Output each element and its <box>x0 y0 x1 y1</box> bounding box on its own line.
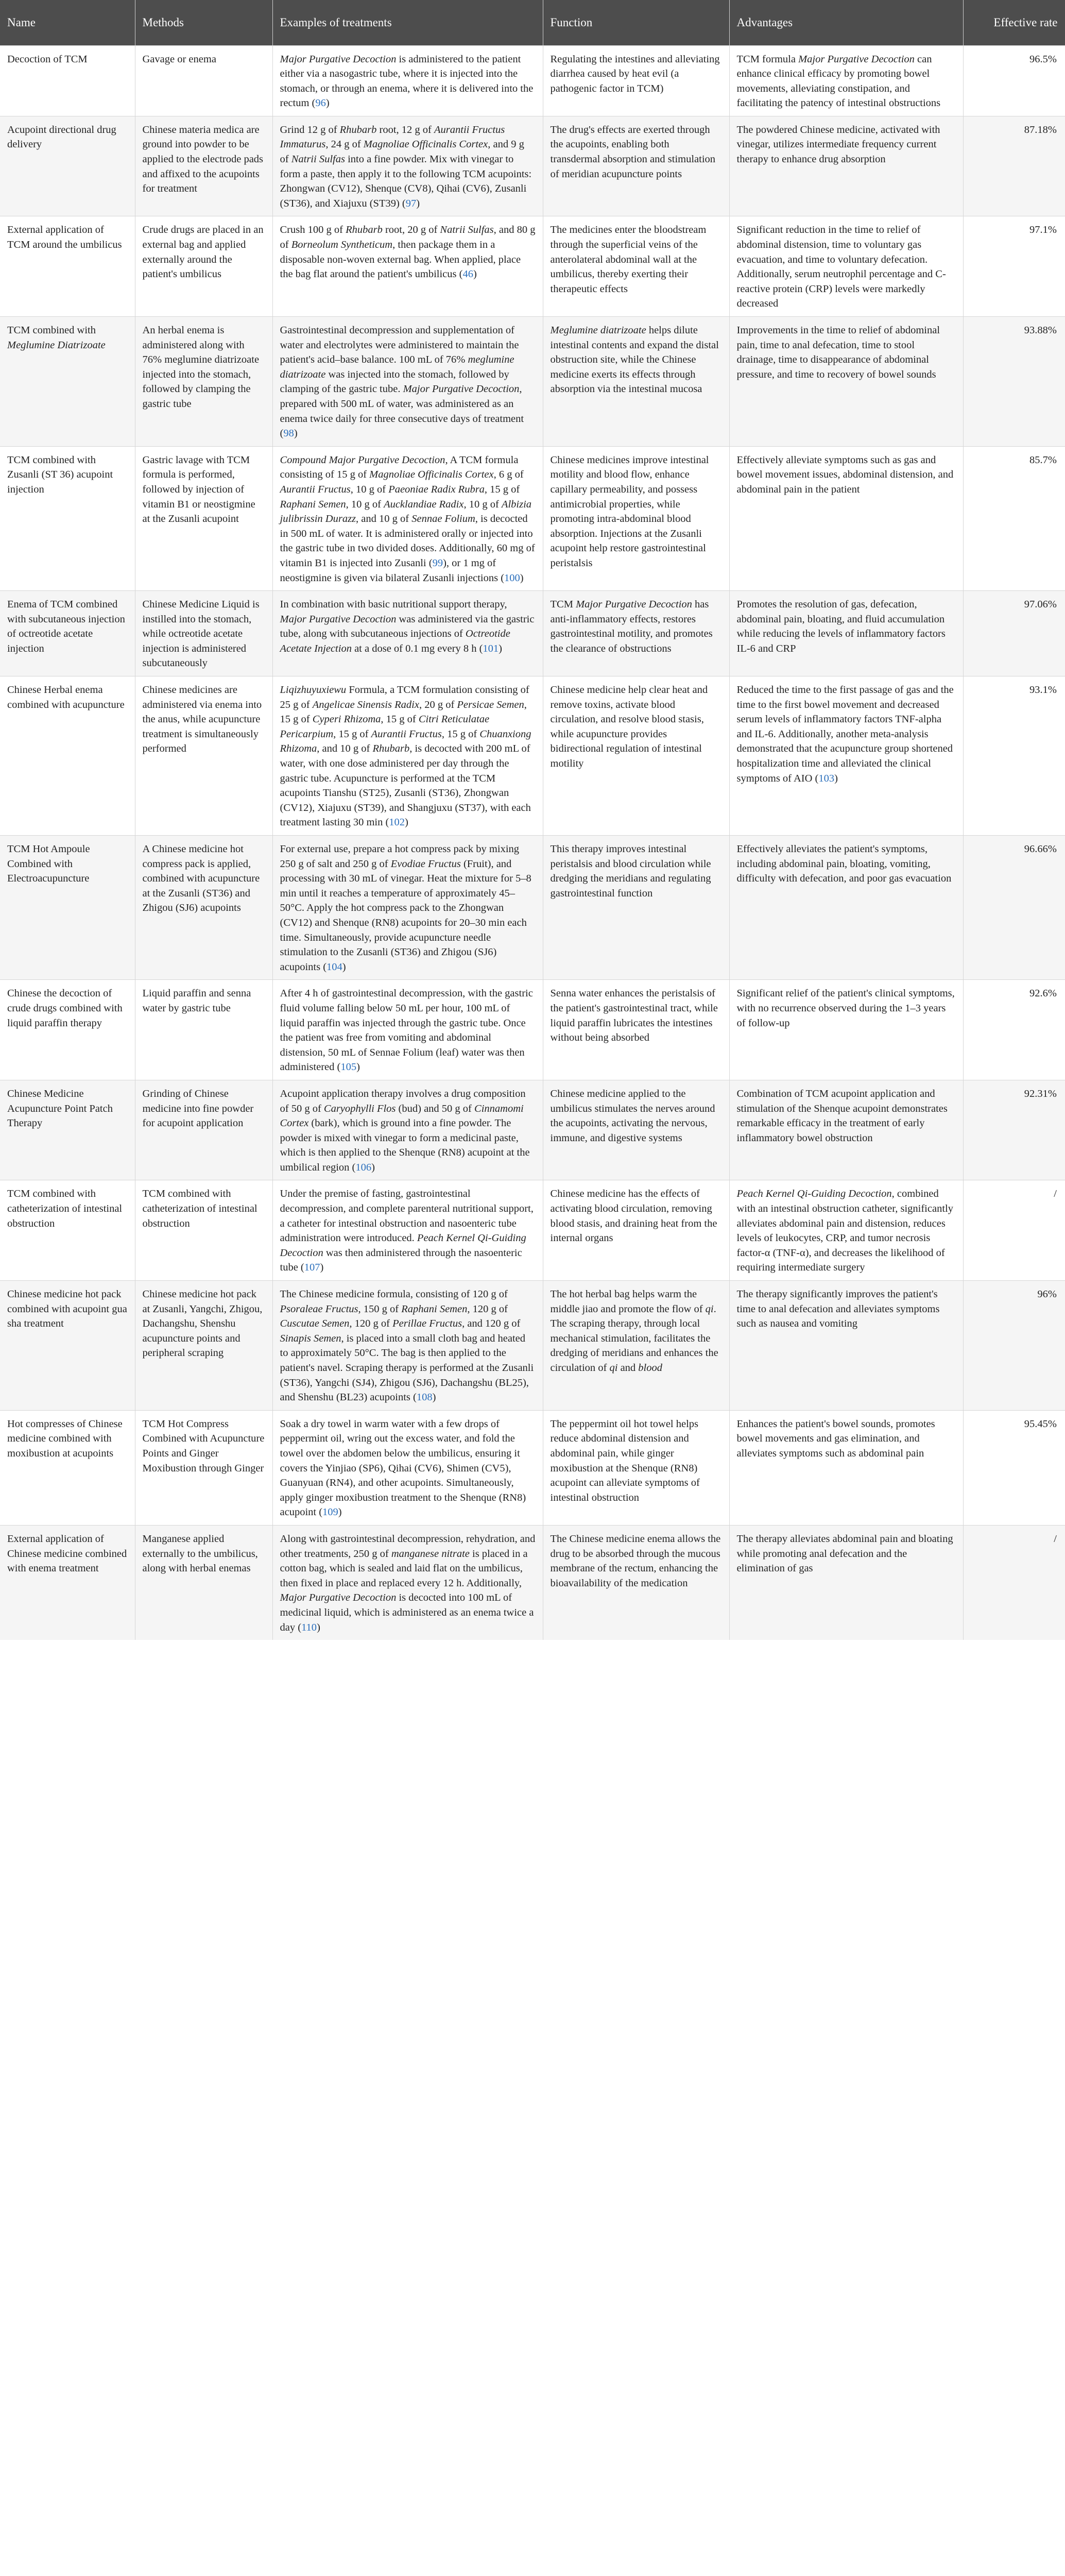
table-row <box>0 216 1065 317</box>
cell-examples: Gastrointestinal decompression and supplementation of water and electrolytes were administered to maintain the patient's acid–base balance. 100 mL of 76% meglumine diatrizoate was injected into the stomach, followed by clamping of the gastric tube. Major Purgative Decoction, prepared with 500 mL of water, was administered as an enema twice daily for three consecutive days of treatment (98) <box>272 317 543 447</box>
reference-link[interactable]: 103 <box>818 772 835 784</box>
cell-advantages: Peach Kernel Qi-Guiding Decoction, combined with an intestinal obstruction catheter, significantly alleviates abdominal pain and distension, reduces levels of leukocytes, CRP, and tumor necrosis factor-α (TNF-α), and decreases the likelihood of requiring intermediate surgery <box>729 1180 963 1281</box>
header-examples: Examples of treatments <box>272 0 543 45</box>
cell-name: Chinese Medicine Acupuncture Point Patch Therapy <box>0 1080 135 1180</box>
cell-name: Acupoint directional drug delivery <box>0 116 135 216</box>
cell-function: Chinese medicine applied to the umbilicus stimulates the nerves around the acupoints, activating the nervous, immune, and digestive systems <box>543 1080 729 1180</box>
reference-link[interactable]: 46 <box>462 268 473 280</box>
cell-advantages: Combination of TCM acupoint application and stimulation of the Shenque acupoint demonstrates remarkable efficacy in the treatment of early inflammatory bowel obstruction <box>729 1080 963 1180</box>
table-row <box>0 1281 1065 1411</box>
cell-examples: Crush 100 g of Rhubarb root, 20 g of Natrii Sulfas, and 80 g of Borneolum Syntheticum, then package them in a disposable non-woven external bag. When applied, place the bag flat around the patient's umbilicus (46) <box>272 216 543 317</box>
cell-name: External application of TCM around the umbilicus <box>0 216 135 317</box>
cell-name: Chinese Herbal enema combined with acupuncture <box>0 676 135 836</box>
cell-effective-rate: 96.5% <box>963 45 1065 116</box>
cell-advantages: Reduced the time to the first passage of gas and the time to the first bowel movement and decreased serum levels of inflammatory factors TNF-alpha and IL-6. Additionally, another meta-analysis demonstrated that the acupuncture group shortened hospitalization time and alleviated the clinical symptoms of AIO (103) <box>729 676 963 836</box>
cell-examples: Under the premise of fasting, gastrointestinal decompression, and complete parenteral nutritional support, a catheter for intestinal obstruction and nasoenteric tube administration were introduced. Peach Kernel Qi-Guiding Decoction was then administered through the nasoenteric tube (107) <box>272 1180 543 1281</box>
reference-link[interactable]: 106 <box>355 1161 372 1173</box>
cell-function: Chinese medicines improve intestinal motility and blood flow, enhance capillary permeability, and possess antimicrobial properties, while promoting intra-abdominal blood absorption. Injections at the Zusanli acupoint help restore gastrointestinal peristalsis <box>543 446 729 590</box>
reference-link[interactable]: 104 <box>327 961 342 973</box>
cell-methods: Crude drugs are placed in an external bag and applied externally around the patient's umbilicus <box>135 216 272 317</box>
reference-link[interactable]: 96 <box>315 97 326 109</box>
cell-methods: Chinese medicines are administered via enema into the anus, while acupuncture treatment is simultaneously performed <box>135 676 272 836</box>
cell-advantages: The powdered Chinese medicine, activated with vinegar, utilizes intermediate frequency current therapy to enhance drug absorption <box>729 116 963 216</box>
cell-function: Senna water enhances the peristalsis of the patient's gastrointestinal tract, while liquid paraffin lubricates the intestines without being absorbed <box>543 980 729 1080</box>
cell-function: The hot herbal bag helps warm the middle jiao and promote the flow of qi. The scraping therapy, through local mechanical stimulation, facilitates the dredging of meridians and enhances the circulation of qi and blood <box>543 1281 729 1411</box>
cell-examples: Acupoint application therapy involves a drug composition of 50 g of Caryophylli Flos (bud) and 50 g of Cinnamomi Cortex (bark), which is ground into a fine powder. The powder is mixed with vinegar to form a medicinal paste, which is then applied to the Shenque (RN8) acupoint at the umbilical region (106) <box>272 1080 543 1180</box>
cell-examples: Compound Major Purgative Decoction, A TCM formula consisting of 15 g of Magnoliae Officinalis Cortex, 6 g of Aurantii Fructus, 10 g of Paeoniae Radix Rubra, 15 g of Raphani Semen, 10 g of Aucklandiae Radix, 10 g of Albizia julibrissin Durazz, and 10 g of Sennae Folium, is decocted in 500 mL of water. It is administered orally or injected into the gastric tube in two divided doses. Additionally, 60 mg of vitamin B1 is injected into Zusanli (99), or 1 mg of neostigmine is given via bilateral Zusanli injections (100) <box>272 446 543 590</box>
table-row <box>0 836 1065 980</box>
cell-effective-rate: 93.88% <box>963 317 1065 447</box>
cell-name: Decoction of TCM <box>0 45 135 116</box>
cell-advantages: Effectively alleviate symptoms such as gas and bowel movement issues, abdominal distension, and abdominal pain in the patient <box>729 446 963 590</box>
cell-advantages: The therapy significantly improves the patient's time to anal defecation and alleviates symptoms such as nausea and vomiting <box>729 1281 963 1411</box>
cell-effective-rate: 92.6% <box>963 980 1065 1080</box>
cell-name: TCM combined with catheterization of intestinal obstruction <box>0 1180 135 1281</box>
cell-methods: TCM combined with catheterization of intestinal obstruction <box>135 1180 272 1281</box>
reference-link[interactable]: 99 <box>432 557 443 569</box>
cell-effective-rate: 96% <box>963 1281 1065 1411</box>
cell-name: Chinese medicine hot pack combined with acupoint gua sha treatment <box>0 1281 135 1411</box>
cell-examples: For external use, prepare a hot compress pack by mixing 250 g of salt and 250 g of Evodiae Fructus (Fruit), and processing with 30 mL of vinegar. Heat the mixture for 5–8 min until it reaches a temperature of approximately 45–50°C. Apply the hot compress pack to the Zhongwan (CV12) and Shenque (RN8) acupoints for 20–30 min each time. Simultaneously, provide acupuncture needle stimulation to the Zusanli (ST36) and Zhigou (SJ6) acupoints (104) <box>272 836 543 980</box>
cell-effective-rate: 95.45% <box>963 1410 1065 1525</box>
cell-name: TCM combined with Meglumine Diatrizoate <box>0 317 135 447</box>
header-methods: Methods <box>135 0 272 45</box>
cell-methods: Liquid paraffin and senna water by gastric tube <box>135 980 272 1080</box>
cell-function: Chinese medicine has the effects of activating blood circulation, removing blood stasis, and draining heat from the internal organs <box>543 1180 729 1281</box>
cell-examples: Major Purgative Decoction is administered to the patient either via a nasogastric tube, where it is injected into the stomach, or through an enema, where it is delivered into the rectum (96) <box>272 45 543 116</box>
cell-methods: A Chinese medicine hot compress pack is applied, combined with acupuncture at the Zusanli (ST36) and Zhigou (SJ6) acupoints <box>135 836 272 980</box>
cell-function: TCM Major Purgative Decoction has anti-inflammatory effects, restores gastrointestinal motility, and promotes the clearance of obstructions <box>543 591 729 676</box>
cell-name: Chinese the decoction of crude drugs combined with liquid paraffin therapy <box>0 980 135 1080</box>
cell-examples: Along with gastrointestinal decompression, rehydration, and other treatments, 250 g of manganese nitrate is placed in a cotton bag, which is sealed and laid flat on the umbilicus, then fixed in place and replaced every 12 h. Additionally, Major Purgative Decoction is decocted into 100 mL of medicinal liquid, which is administered as an enema twice a day (110) <box>272 1525 543 1640</box>
cell-advantages: Significant relief of the patient's clinical symptoms, with no recurrence observed during the 1–3 years of follow-up <box>729 980 963 1080</box>
header-function: Function <box>543 0 729 45</box>
reference-link[interactable]: 101 <box>483 642 499 654</box>
cell-examples: After 4 h of gastrointestinal decompression, with the gastric fluid volume falling below 50 mL per hour, 100 mL of liquid paraffin was injected through the gastric tube. Once the patient was free from vomiting and abdominal distension, 50 mL of Sennae Folium (leaf) water was then administered (105) <box>272 980 543 1080</box>
cell-effective-rate: 97.1% <box>963 216 1065 317</box>
cell-function: The peppermint oil hot towel helps reduce abdominal distension and abdominal pain, while ginger moxibustion at the Shenque (RN8) acupoint can alleviate symptoms of intestinal obstruction <box>543 1410 729 1525</box>
cell-advantages: TCM formula Major Purgative Decoction can enhance clinical efficacy by promoting bowel movements, alleviating constipation, and facilitating the patency of intestinal obstructions <box>729 45 963 116</box>
cell-effective-rate: / <box>963 1180 1065 1281</box>
table-row <box>0 446 1065 590</box>
cell-methods: Chinese medicine hot pack at Zusanli, Yangchi, Zhigou, Dachangshu, Shenshu acupuncture points and peripheral scraping <box>135 1281 272 1411</box>
cell-advantages: The therapy alleviates abdominal pain and bloating while promoting anal defecation and the elimination of gas <box>729 1525 963 1640</box>
cell-function: The medicines enter the bloodstream through the superficial veins of the anterolateral abdominal wall at the umbilicus, thereby exerting their therapeutic effects <box>543 216 729 317</box>
table-row <box>0 1410 1065 1525</box>
cell-function: Meglumine diatrizoate helps dilute intestinal contents and expand the distal obstruction site, while the Chinese medicine exerts its effects through absorption via the intestinal mucosa <box>543 317 729 447</box>
cell-name: External application of Chinese medicine combined with enema treatment <box>0 1525 135 1640</box>
cell-examples: Liqizhuyuxiewu Formula, a TCM formulation consisting of 25 g of Angelicae Sinensis Radix, 20 g of Persicae Semen, 15 g of Cyperi Rhizoma, 15 g of Citri Reticulatae Pericarpium, 15 g of Aurantii Fructus, 15 g of Chuanxiong Rhizoma, and 10 g of Rhubarb, is decocted with 200 mL of water, with one dose administered per day through the gastric tube. Acupuncture is performed at the TCM acupoints Tianshu (ST25), Zusanli (ST36), Zhongwan (CV12), Xiajuxu (ST39), and Shangjuxu (ST37), with each treatment lasting 30 min (102) <box>272 676 543 836</box>
table-row <box>0 676 1065 836</box>
table-row <box>0 1080 1065 1180</box>
table-row <box>0 1525 1065 1640</box>
cell-name: TCM Hot Ampoule Combined with Electroacupuncture <box>0 836 135 980</box>
header-advantages: Advantages <box>729 0 963 45</box>
cell-function: Regulating the intestines and alleviating diarrhea caused by heat evil (a pathogenic factor in TCM) <box>543 45 729 116</box>
cell-methods: Gavage or enema <box>135 45 272 116</box>
cell-name: Hot compresses of Chinese medicine combined with moxibustion at acupoints <box>0 1410 135 1525</box>
cell-name: TCM combined with Zusanli (ST 36) acupoint injection <box>0 446 135 590</box>
cell-advantages: Promotes the resolution of gas, defecation, abdominal pain, bloating, and fluid accumulation while reducing the levels of inflammatory factors IL-6 and CRP <box>729 591 963 676</box>
table-row <box>0 116 1065 216</box>
cell-function: The drug's effects are exerted through the acupoints, enabling both transdermal absorption and stimulation of meridian acupuncture points <box>543 116 729 216</box>
cell-effective-rate: / <box>963 1525 1065 1640</box>
cell-methods: Chinese materia medica are ground into powder to be applied to the electrode pads and affixed to the acupoints for treatment <box>135 116 272 216</box>
cell-examples: Soak a dry towel in warm water with a few drops of peppermint oil, wring out the excess water, and fold the towel over the abdomen below the umbilicus, ensuring it covers the Yinjiao (SP6), Qihai (CV6), Shimen (CV5), Guanyuan (RN4), and other acupoints. Simultaneously, apply ginger moxibustion treatment to the Shenque (RN8) acupoint (109) <box>272 1410 543 1525</box>
reference-link[interactable]: 105 <box>340 1061 357 1073</box>
cell-advantages: Significant reduction in the time to relief of abdominal distension, time to voluntary gas evacuation, and time to voluntary defecation. Additionally, serum neutrophil percentage and C-reactive protein (CRP) levels were markedly decreased <box>729 216 963 317</box>
reference-link[interactable]: 102 <box>389 817 405 828</box>
table-row <box>0 1180 1065 1281</box>
reference-link[interactable]: 98 <box>283 428 294 439</box>
reference-link[interactable]: 110 <box>301 1621 317 1633</box>
cell-function: The Chinese medicine enema allows the drug to be absorbed through the mucous membrane of the rectum, enhancing the bioavailability of the medication <box>543 1525 729 1640</box>
cell-examples: Grind 12 g of Rhubarb root, 12 g of Aurantii Fructus Immaturus, 24 g of Magnoliae Officinalis Cortex, and 9 g of Natrii Sulfas into a fine powder. Mix with vinegar to form a paste, then apply it to the following TCM acupoints: Zhongwan (CV12), Shenque (CV8), Qihai (CV6), Zusanli (ST36), and Xiajuxu (ST39) (97) <box>272 116 543 216</box>
cell-effective-rate: 85.7% <box>963 446 1065 590</box>
table-row <box>0 591 1065 676</box>
reference-link[interactable]: 107 <box>304 1262 320 1274</box>
cell-function: This therapy improves intestinal peristalsis and blood circulation while dredging the meridians and regulating gastrointestinal function <box>543 836 729 980</box>
cell-advantages: Effectively alleviates the patient's symptoms, including abdominal pain, bloating, vomiting, difficulty with defecation, and poor gas evacuation <box>729 836 963 980</box>
cell-function: Chinese medicine help clear heat and remove toxins, activate blood circulation, and resolve blood stasis, while acupuncture provides bidirectional regulation of intestinal motility <box>543 676 729 836</box>
cell-advantages: Improvements in the time to relief of abdominal pain, time to anal defecation, time to stool drainage, time to disappearance of abdominal pressure, and time to recovery of bowel sounds <box>729 317 963 447</box>
cell-effective-rate: 97.06% <box>963 591 1065 676</box>
cell-methods: TCM Hot Compress Combined with Acupuncture Points and Ginger Moxibustion through Ginger <box>135 1410 272 1525</box>
cell-methods: Grinding of Chinese medicine into fine powder for acupoint application <box>135 1080 272 1180</box>
reference-link[interactable]: 108 <box>416 1392 433 1403</box>
header-name: Name <box>0 0 135 45</box>
cell-effective-rate: 87.18% <box>963 116 1065 216</box>
cell-methods: Gastric lavage with TCM formula is performed, followed by injection of vitamin B1 or neostigmine at the Zusanli acupoint <box>135 446 272 590</box>
cell-methods: An herbal enema is administered along with 76% meglumine diatrizoate injected into the stomach, followed by clamping the gastric tube <box>135 317 272 447</box>
reference-link[interactable]: 97 <box>405 197 417 209</box>
cell-examples: The Chinese medicine formula, consisting of 120 g of Psoraleae Fructus, 150 g of Raphani Semen, 120 g of Cuscutae Semen, 120 g of Perillae Fructus, and 120 g of Sinapis Semen, is placed into a small cloth bag and heated to approximately 50°C. The bag is then applied to the patient's navel. Scraping therapy is performed at the Zusanli (ST36), Yangchi (SJ4), Zhigou (SJ6), Dachangshu (BL25), and Shenshu (BL23) acupoints (108) <box>272 1281 543 1411</box>
header-effective-rate: Effective rate <box>963 0 1065 45</box>
table-row <box>0 317 1065 447</box>
table-header-row <box>0 0 1065 45</box>
cell-effective-rate: 92.31% <box>963 1080 1065 1180</box>
table-row <box>0 980 1065 1080</box>
reference-link[interactable]: 100 <box>504 572 520 584</box>
cell-methods: Manganese applied externally to the umbilicus, along with herbal enemas <box>135 1525 272 1640</box>
cell-name: Enema of TCM combined with subcutaneous injection of octreotide acetate injection <box>0 591 135 676</box>
cell-methods: Chinese Medicine Liquid is instilled into the stomach, while octreotide acetate injection is administered subcutaneously <box>135 591 272 676</box>
cell-advantages: Enhances the patient's bowel sounds, promotes bowel movements and gas elimination, and alleviates symptoms such as abdominal pain <box>729 1410 963 1525</box>
cell-effective-rate: 93.1% <box>963 676 1065 836</box>
cell-effective-rate: 96.66% <box>963 836 1065 980</box>
cell-examples: In combination with basic nutritional support therapy, Major Purgative Decoction was administered via the gastric tube, along with subcutaneous injections of Octreotide Acetate Injection at a dose of 0.1 mg every 8 h (101) <box>272 591 543 676</box>
table-row <box>0 45 1065 116</box>
reference-link[interactable]: 109 <box>322 1506 338 1518</box>
